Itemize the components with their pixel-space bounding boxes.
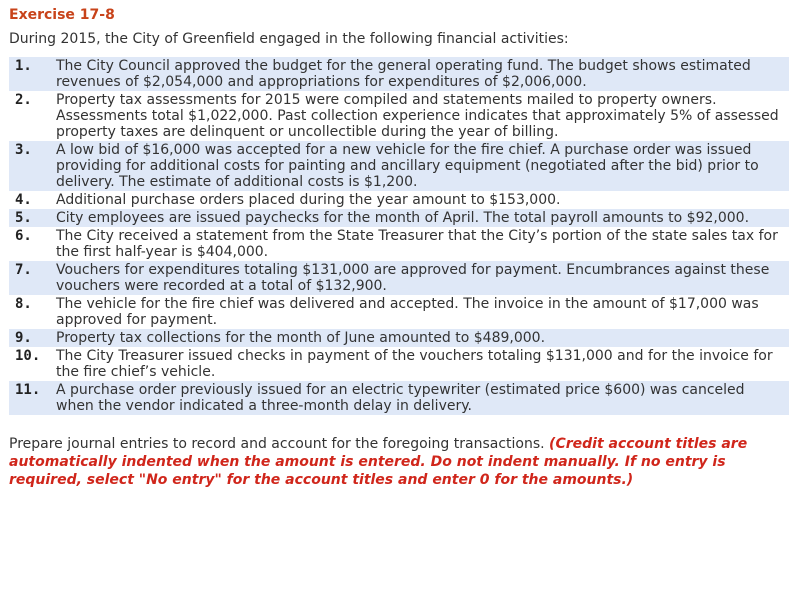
item-text: The vehicle for the fire chief was delivered and accepted. The invoice in the amount of $17,000 was approved for payment.	[56, 296, 759, 328]
item-number: 1.	[15, 58, 32, 74]
activity-list	[9, 57, 789, 415]
list-item	[9, 381, 789, 415]
item-text: A purchase order previously issued for an electric typewriter (estimated price $600) was canceled when the vendor indicated a three-month delay in delivery.	[56, 382, 745, 414]
item-number: 10.	[15, 348, 41, 364]
list-item	[9, 191, 789, 209]
list-item	[9, 347, 789, 381]
item-number: 11.	[15, 382, 41, 398]
item-text: The City Council approved the budget for the general operating fund. The budget shows estimated revenues of $2,054,000 and appropriations for expenditures of $2,006,000.	[56, 58, 751, 90]
instructions-note: (Credit account titles are automatically indented when the amount is entered. Do not indent manually. If no entry is required, select "No entry" for the account titles and enter 0 for the amounts.)	[9, 436, 748, 488]
list-item	[9, 227, 789, 261]
item-number: 7.	[15, 262, 32, 278]
exercise-title: Exercise 17-8	[9, 7, 115, 23]
instructions-text: Prepare journal entries to record and account for the foregoing transactions.	[9, 436, 550, 452]
item-number: 2.	[15, 92, 32, 108]
item-text: A low bid of $16,000 was accepted for a new vehicle for the fire chief. A purchase order was issued providing for additional costs for painting and ancillary equipment (negotiated after the bid) prior to delivery. The estimate of additional costs is $1,200.	[56, 142, 759, 190]
item-text: Property tax assessments for 2015 were compiled and statements mailed to property owners. Assessments total $1,022,000. Past collection experience indicates that approximately 5% of assessed property taxes are delinquent or uncollectible during the year of billing.	[56, 92, 779, 140]
item-number: 8.	[15, 296, 32, 312]
instructions	[9, 435, 784, 489]
list-item	[9, 209, 789, 227]
item-text: City employees are issued paychecks for the month of April. The total payroll amounts to $92,000.	[56, 210, 750, 226]
item-number: 4.	[15, 192, 32, 208]
item-text: Vouchers for expenditures totaling $131,000 are approved for payment. Encumbrances against these vouchers were recorded at a total of $132,900.	[56, 262, 770, 294]
list-item	[9, 329, 789, 347]
item-text: Additional purchase orders placed during the year amount to $153,000.	[56, 192, 561, 208]
list-item	[9, 261, 789, 295]
exercise-intro: During 2015, the City of Greenfield engaged in the following financial activities:	[9, 31, 569, 47]
list-item	[9, 57, 789, 91]
item-text: Property tax collections for the month of June amounted to $489,000.	[56, 330, 546, 346]
item-text: The City received a statement from the State Treasurer that the City’s portion of the state sales tax for the first half-year is $404,000.	[56, 228, 778, 260]
list-item	[9, 295, 789, 329]
list-item	[9, 91, 789, 141]
item-number: 3.	[15, 142, 32, 158]
item-text: The City Treasurer issued checks in payment of the vouchers totaling $131,000 and for the invoice for the fire chief’s vehicle.	[56, 348, 773, 380]
item-number: 9.	[15, 330, 32, 346]
item-number: 6.	[15, 228, 32, 244]
item-number: 5.	[15, 210, 32, 226]
list-item	[9, 141, 789, 191]
